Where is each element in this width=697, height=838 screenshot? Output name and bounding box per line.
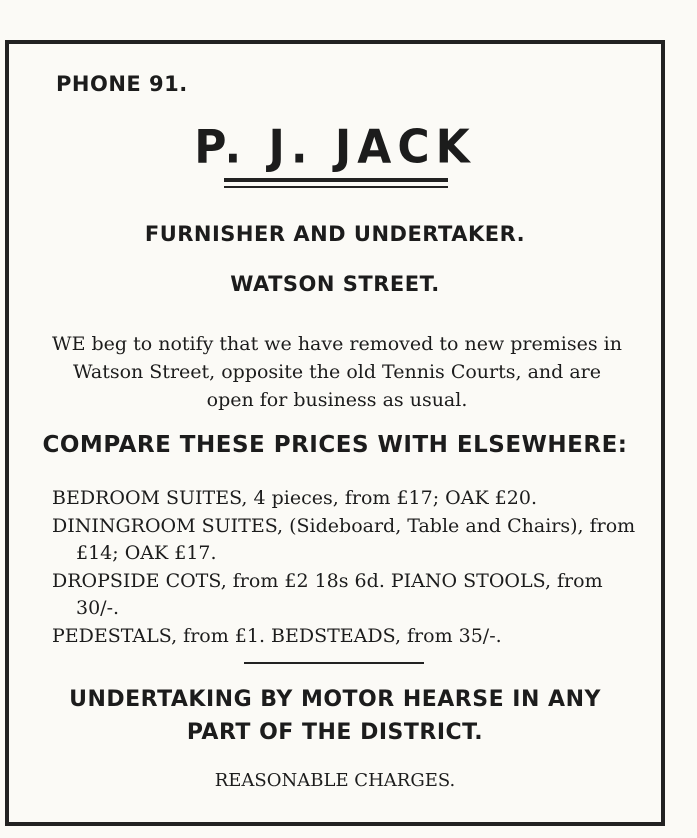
price-item-dropside-cots: DROPSIDE COTS, from £2 18s 6d. PIANO STOOLS, from 30/-. [52, 569, 603, 619]
price-item-bedroom-suites: BEDROOM SUITES, 4 pieces, from £17; OAK £20. [52, 487, 537, 509]
section-divider [244, 662, 424, 664]
reasonable-charges: REASONABLE CHARGES. [214, 770, 456, 791]
removal-notice: WE beg to notify that we have removed to new premises in Watson Street, opposite the old Tennis Courts, and are open for business as usual. [52, 333, 622, 411]
title-underline-thick [224, 178, 448, 182]
price-item-diningroom-suites: DININGROOM SUITES, (Sideboard, Table and Chairs), from £14; OAK £17. [52, 514, 636, 564]
title-underline-thin [224, 186, 448, 188]
undertaking-notice: UNDERTAKING BY MOTOR HEARSE IN ANY PART OF THE DISTRICT. [69, 687, 601, 745]
street-address: WATSON STREET. [230, 272, 440, 296]
advert-title: P. J. JACK [194, 120, 476, 175]
compare-prices-heading: COMPARE THESE PRICES WITH ELSEWHERE: [42, 432, 628, 458]
price-list [52, 485, 642, 650]
business-description: FURNISHER AND UNDERTAKER. [144, 222, 526, 246]
price-item-pedestals: PEDESTALS, from £1. BEDSTEADS, from 35/-. [52, 624, 502, 647]
phone-number: PHONE 91. [56, 72, 188, 96]
